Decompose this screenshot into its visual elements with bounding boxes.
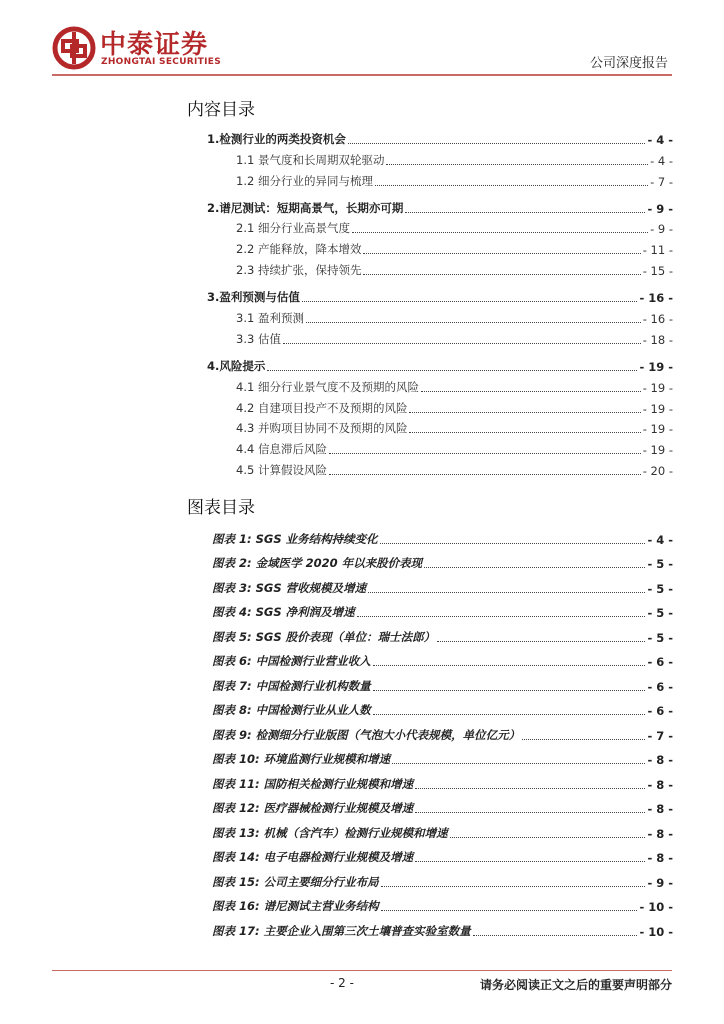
toc-entry[interactable] — [207, 236, 673, 257]
entry-page: - 8 - — [647, 826, 673, 841]
toc-entry[interactable] — [207, 168, 673, 189]
footer-divider — [52, 970, 672, 971]
figure-entry[interactable] — [212, 547, 673, 572]
toc-entry[interactable] — [207, 457, 673, 478]
entry-title: 图表 5: SGS 股价表现（单位：瑞士法郎） — [212, 629, 436, 644]
figure-entry[interactable] — [212, 596, 673, 621]
entry-page: - 19 - — [642, 380, 673, 395]
header-divider — [52, 74, 672, 76]
dot-leader — [373, 689, 646, 691]
figure-entry[interactable] — [212, 718, 673, 743]
entry-title: 图表 9: 检测细分行业版图（气泡大小代表规模，单位亿元） — [212, 727, 521, 742]
figure-entry[interactable] — [212, 865, 673, 890]
entry-title: 图表 10: 环境监测行业规模和增速 — [212, 752, 391, 766]
entry-title: 图表 11: 国防相关检测行业规模和增速 — [212, 776, 414, 791]
contents-title: 内容目录 — [187, 100, 255, 120]
dot-leader — [302, 300, 638, 302]
entry-title: 4.风险提示 — [207, 358, 266, 373]
entry-page: - 8 - — [647, 851, 673, 865]
entry-title: 4.1 细分行业景气度不及预期的风险 — [236, 379, 419, 394]
entry-title: 图表 6: 中国检测行业营业收入 — [212, 654, 371, 668]
entry-page: - 8 - — [647, 777, 673, 792]
dot-leader — [283, 342, 641, 344]
entry-title: 4.5 计算假设风险 — [236, 463, 327, 478]
page-number: - 2 - — [330, 976, 354, 990]
entry-title: 2.谱尼测试：短期高景气，长期亦可期 — [207, 200, 404, 215]
dot-leader — [363, 252, 640, 254]
dot-leader — [386, 163, 648, 165]
entry-page: - 5 - — [647, 557, 673, 571]
dot-leader — [375, 184, 648, 186]
dot-leader — [405, 211, 645, 213]
dot-leader — [392, 762, 645, 764]
dot-leader — [329, 452, 641, 454]
figure-entry[interactable] — [212, 816, 673, 841]
entry-page: - 6 - — [647, 655, 673, 669]
dot-leader — [363, 273, 640, 275]
entry-title: 1.检测行业的两类投资机会 — [207, 131, 346, 146]
figure-entry[interactable] — [212, 890, 673, 915]
entry-page: - 9 - — [650, 222, 673, 237]
entry-title: 3.盈利预测与估值 — [207, 290, 300, 305]
entry-page: - 9 - — [647, 201, 673, 216]
report-type: 公司深度报告 — [589, 56, 668, 71]
figure-entry[interactable] — [212, 669, 673, 694]
toc-entry[interactable] — [207, 284, 673, 305]
figure-entry[interactable] — [212, 694, 673, 719]
entry-title: 图表 8: 中国检测行业从业人数 — [212, 703, 371, 717]
dot-leader — [352, 231, 648, 233]
figure-entry[interactable] — [212, 743, 673, 768]
dot-leader — [267, 369, 637, 371]
entry-page: - 9 - — [647, 875, 673, 890]
entry-title: 图表 2: 金域医学 2020 年以来股价表现 — [212, 556, 423, 570]
entry-page: - 16 - — [639, 291, 673, 306]
figure-entry[interactable] — [212, 620, 673, 645]
dot-leader — [306, 321, 641, 323]
dot-leader — [415, 811, 645, 813]
toc-entry[interactable] — [207, 257, 673, 278]
figure-entry[interactable] — [212, 522, 673, 547]
entry-page: - 19 - — [639, 359, 673, 374]
entry-page: - 11 - — [642, 243, 673, 258]
dot-leader — [348, 142, 646, 144]
dot-leader — [409, 431, 640, 433]
entry-title: 4.4 信息滞后风险 — [236, 442, 327, 457]
dot-leader — [415, 787, 645, 789]
figure-entry[interactable] — [212, 571, 673, 596]
entry-page: - 20 - — [642, 464, 673, 479]
dot-leader — [381, 885, 646, 887]
entry-title: 图表 3: SGS 营收规模及增速 — [212, 580, 367, 595]
brand-name-cn: 中泰证券 — [100, 30, 209, 60]
entry-page: - 15 - — [642, 264, 673, 279]
footer-disclaimer: 请务必阅读正文之后的重要声明部分 — [479, 978, 672, 992]
table-of-contents — [207, 126, 673, 478]
toc-entry[interactable] — [207, 326, 673, 347]
dot-leader — [380, 542, 646, 544]
entry-title: 1.1 景气度和长周期双轮驱动 — [236, 152, 385, 167]
entry-title: 图表 12: 医疗器械检测行业规模及增速 — [212, 801, 414, 815]
entry-title: 图表 1: SGS 业务结构持续变化 — [212, 531, 378, 546]
dot-leader — [357, 615, 646, 617]
toc-entry[interactable] — [207, 395, 673, 416]
entry-title: 图表 13: 机械（含汽车）检测行业规模和增速 — [212, 825, 448, 840]
dot-leader — [450, 836, 646, 838]
toc-entry[interactable] — [207, 126, 673, 147]
entry-page: - 5 - — [647, 630, 673, 645]
figures-title: 图表目录 — [187, 498, 255, 518]
dot-leader — [415, 860, 645, 862]
entry-page: - 19 - — [642, 443, 673, 458]
entry-title: 1.2 细分行业的异同与梳理 — [236, 173, 373, 188]
entry-title: 2.3 持续扩张，保持领先 — [236, 263, 362, 278]
dot-leader — [373, 713, 646, 715]
entry-page: - 5 - — [647, 581, 673, 596]
entry-title: 3.1 盈利预测 — [236, 311, 304, 326]
dot-leader — [424, 566, 645, 568]
entry-title: 图表 15: 公司主要细分行业布局 — [212, 874, 379, 889]
entry-title: 2.2 产能释放，降本增效 — [236, 242, 362, 257]
dot-leader — [437, 640, 645, 642]
toc-entry[interactable] — [207, 216, 673, 237]
list-of-figures — [212, 522, 673, 939]
entry-page: - 4 - — [647, 132, 673, 147]
figure-entry[interactable] — [212, 792, 673, 817]
entry-page: - 19 - — [642, 422, 673, 437]
figure-entry[interactable] — [212, 841, 673, 866]
toc-entry[interactable] — [207, 353, 673, 374]
toc-entry[interactable] — [207, 147, 673, 168]
toc-entry[interactable] — [207, 195, 673, 216]
entry-title: 图表 14: 电子电器检测行业规模及增速 — [212, 850, 414, 864]
page-header — [0, 0, 724, 80]
figure-entry[interactable] — [212, 767, 673, 792]
dot-leader — [473, 934, 638, 936]
toc-entry[interactable] — [207, 416, 673, 437]
entry-page: - 5 - — [647, 606, 673, 620]
entry-title: 2.1 细分行业高景气度 — [236, 221, 350, 236]
dot-leader — [373, 664, 646, 666]
entry-page: - 8 - — [647, 802, 673, 816]
toc-entry[interactable] — [207, 305, 673, 326]
entry-page: - 18 - — [642, 332, 673, 347]
entry-page: - 7 - — [650, 174, 673, 189]
entry-page: - 4 - — [647, 532, 673, 547]
dot-leader — [421, 390, 641, 392]
entry-page: - 8 - — [647, 753, 673, 767]
dot-leader — [381, 909, 638, 911]
entry-page: - 10 - — [639, 900, 673, 914]
entry-title: 图表 4: SGS 净利润及增速 — [212, 605, 355, 619]
dot-leader — [409, 411, 640, 413]
dot-leader — [368, 591, 645, 593]
entry-title: 4.3 并购项目协同不及预期的风险 — [236, 421, 408, 436]
entry-title: 图表 16: 谱尼测试主营业务结构 — [212, 899, 379, 913]
zhongtai-logo-icon — [52, 26, 96, 70]
entry-page: - 19 - — [642, 401, 673, 416]
brand-name-en: ZHONGTAI SECURITIES — [101, 57, 221, 67]
entry-page: - 6 - — [647, 679, 673, 694]
figure-entry[interactable] — [212, 914, 673, 939]
entry-page: - 10 - — [639, 924, 673, 939]
entry-page: - 4 - — [650, 153, 673, 168]
dot-leader — [522, 738, 645, 740]
toc-entry[interactable] — [207, 436, 673, 457]
entry-title: 图表 7: 中国检测行业机构数量 — [212, 678, 371, 693]
entry-page: - 7 - — [647, 728, 673, 743]
figure-entry[interactable] — [212, 645, 673, 670]
toc-entry[interactable] — [207, 374, 673, 395]
dot-leader — [329, 473, 641, 475]
entry-title: 4.2 自建项目投产不及预期的风险 — [236, 400, 408, 415]
entry-page: - 6 - — [647, 704, 673, 718]
entry-page: - 16 - — [642, 312, 673, 327]
entry-title: 3.3 估值 — [236, 331, 281, 346]
entry-title: 图表 17: 主要企业入围第三次土壤普查实验室数量 — [212, 923, 471, 938]
